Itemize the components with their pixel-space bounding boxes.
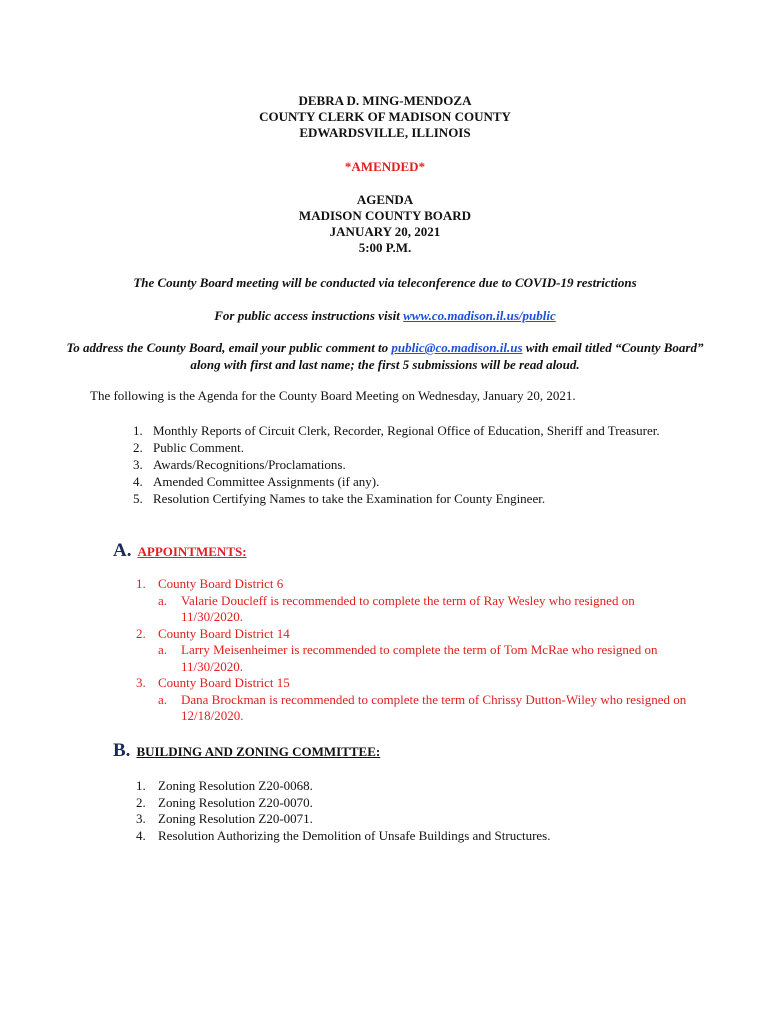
item-number: 2. [136,794,146,810]
list-item [118,626,688,676]
list-item [118,422,683,439]
item-number: 3. [133,457,143,472]
clerk-header [0,93,770,141]
list-item [118,675,688,725]
address-board-notice [60,339,710,373]
item-text: Resolution Certifying Names to take the Examination for County Engineer. [153,491,546,506]
agenda-board: MADISON COUNTY BOARD [298,208,472,223]
district-label: County Board District 14 [158,625,290,641]
agenda-intro: The following is the Agenda for the County Board Meeting on Wednesday, January 20, 2021. [90,388,576,403]
item-number: 2. [133,440,143,455]
item-text: Awards/Recognitions/Proclamations. [153,457,346,472]
list-item [118,473,683,490]
item-text: Amended Committee Assignments (if any). [153,474,380,489]
public-access-notice [0,307,770,324]
item-number: 1. [136,576,146,591]
section-b-letter: B. [113,740,131,761]
item-text: Zoning Resolution Z20-0070. [158,794,313,810]
list-item [118,811,678,828]
item-number: 3. [136,811,146,826]
address-board-suffix: with email titled “County Board” along with first and last name; the first 5 submissions will be read aloud. [190,340,704,372]
item-number: 2. [136,625,146,641]
item-text: Zoning Resolution Z20-0068. [158,778,313,793]
clerk-name: DEBRA D. MING-MENDOZA [298,93,472,108]
section-a-letter: A. [113,540,132,561]
item-text: Resolution Authorizing the Demolition of Unsafe Buildings and Structures. [158,827,551,843]
section-b-title: BUILDING AND ZONING COMMITTEE: [136,744,381,759]
appointments-list [118,576,688,725]
item-number: 1. [136,778,146,793]
district-label: County Board District 15 [158,675,290,690]
item-number: 3. [136,675,146,690]
section-b-heading [113,740,380,762]
main-agenda-list [118,422,683,507]
agenda-header [0,192,770,256]
clerk-office: COUNTY CLERK OF MADISON COUNTY [259,109,511,124]
item-number: 4. [136,827,146,843]
sub-item-text: Dana Brockman is recommended to complete the term of Chrissy Dutton-Wiley who resigned on 12/18/2020. [181,691,687,723]
agenda-title: AGENDA [356,192,414,207]
list-item [118,490,683,507]
sub-item-text: Larry Meisenheimer is recommended to complete the term of Tom McRae who resigned on 11/30/2020. [181,642,658,674]
sub-item [158,642,688,675]
sub-item [158,593,688,626]
list-item [118,828,678,845]
sub-item-letter: a. [158,592,168,608]
item-number: 1. [133,423,143,438]
item-text: Zoning Resolution Z20-0071. [158,811,313,826]
sub-item-text: Valarie Doucleff is recommended to complete the term of Ray Wesley who resigned on 11/30/2020. [181,592,635,624]
sub-item-letter: a. [158,642,168,657]
list-item [118,576,688,626]
public-access-text: For public access instructions visit [214,308,404,323]
agenda-time: 5:00 P.M. [358,240,412,255]
item-text: Public Comment. [153,440,244,455]
list-item [118,795,678,812]
clerk-location: EDWARDSVILLE, ILLINOIS [299,125,471,140]
item-number: 4. [133,474,143,489]
item-text: Monthly Reports of Circuit Clerk, Recorder, Regional Office of Education, Sheriff and Treasurer. [153,423,660,438]
list-item [118,778,678,795]
teleconference-notice: The County Board meeting will be conducted via teleconference due to COVID-19 restrictions [133,275,637,290]
amended-label: *AMENDED* [344,159,426,174]
sub-item-letter: a. [158,691,168,707]
agenda-date: JANUARY 20, 2021 [329,224,441,239]
building-zoning-list [118,778,678,844]
address-board-text: To address the County Board, email your public comment to [66,340,392,355]
list-item [118,439,683,456]
section-a-heading [113,540,247,562]
section-a-title: APPOINTMENTS: [137,544,247,559]
public-comment-email-link[interactable]: public@co.madison.il.us [391,340,523,355]
district-label: County Board District 6 [158,576,284,591]
item-number: 5. [133,491,143,506]
public-access-link[interactable]: www.co.madison.il.us/public [403,308,556,323]
list-item [118,456,683,473]
sub-item [158,692,688,725]
